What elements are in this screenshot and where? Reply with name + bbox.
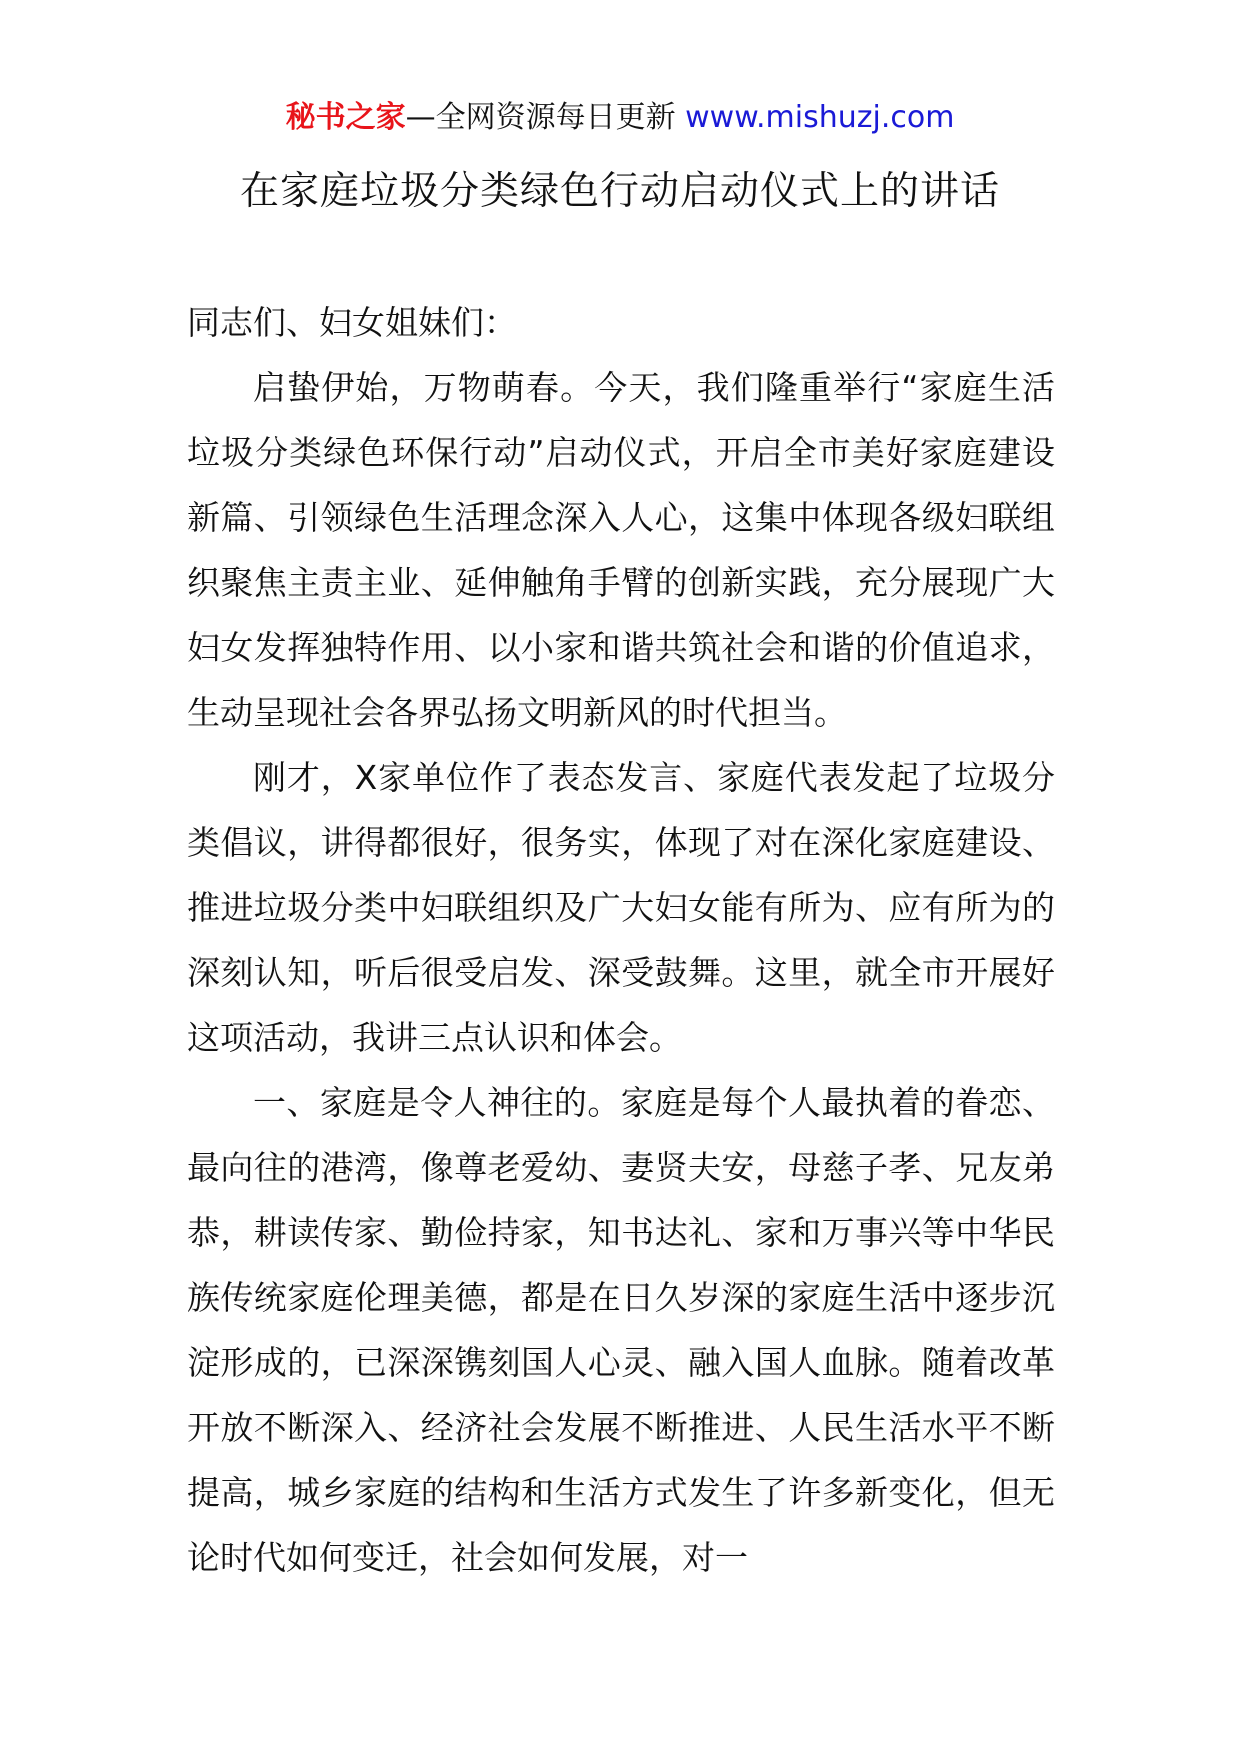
header-tagline: —全网资源每日更新 [405, 100, 686, 135]
site-url-link[interactable]: www.mishuzj.com [685, 100, 955, 135]
document-body [187, 290, 1055, 1590]
brand-name: 秘书之家 [285, 100, 406, 135]
document-title: 在家庭垃圾分类绿色行动启动仪式上的讲话 [239, 169, 1000, 214]
paragraph-2: 刚才，X家单位作了表态发言、家庭代表发起了垃圾分类倡议，讲得都很好，很务实，体现了对在深化家庭建设、推进垃圾分类中妇联组织及广大妇女能有所为、应有所为的深刻认知，听后很受启发、深受鼓舞。这里，就全市开展好这项活动，我讲三点认识和体会。 [187, 758, 1055, 1057]
site-header [0, 98, 1240, 138]
paragraph-1: 启蛰伊始，万物萌春。今天，我们隆重举行“家庭生活垃圾分类绿色环保行动”启动仪式，开启全市美好家庭建设新篇、引领绿色生活理念深入人心，这集中体现各级妇联组织聚焦主责主业、延伸触角手臂的创新实践，充分展现广大妇女发挥独特作用、以小家和谐共筑社会和谐的价值追求，生动呈现社会各界弘扬文明新风的时代担当。 [187, 368, 1055, 732]
paragraph-3: 一、家庭是令人神往的。家庭是每个人最执着的眷恋、最向往的港湾，像尊老爱幼、妻贤夫安，母慈子孝、兄友弟恭，耕读传家、勤俭持家，知书达礼、家和万事兴等中华民族传统家庭伦理美德，都是在日久岁深的家庭生活中逐步沉淀形成的，已深深镌刻国人心灵、融入国人血脉。随着改革开放不断深入、经济社会发展不断推进、人民生活水平不断提高，城乡家庭的结构和生活方式发生了许多新变化，但无论时代如何变迁，社会如何发展，对一 [187, 1083, 1055, 1577]
salutation: 同志们、妇女姐妹们： [187, 303, 517, 342]
